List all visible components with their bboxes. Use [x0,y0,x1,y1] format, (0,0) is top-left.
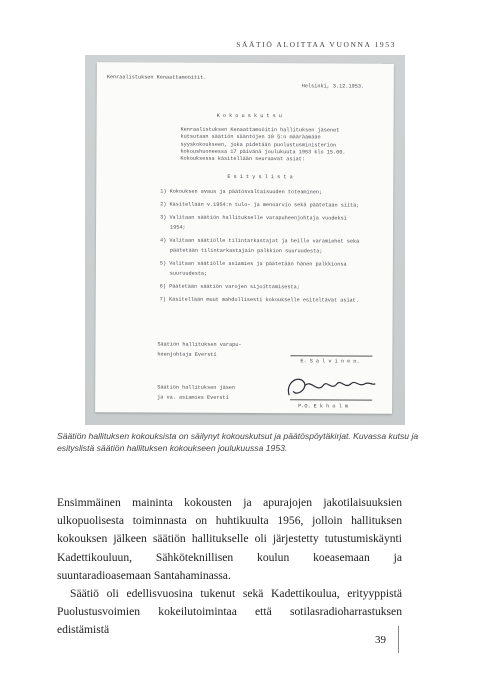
document-paper [95,62,394,414]
agenda-item: 6) Päätetään säätiön varojen sijoittamisesta; [159,283,300,291]
sig1-label-line1: Säätiön hallituksen varapu- [157,341,242,348]
sig1-line [290,355,372,356]
sig2-label-line2: ja va. asiamies Everstí [157,394,229,401]
agenda-item: 5) Valitaan säätiölle asiamies ja päätetään hänen palkkionsa suuruudesta; [159,260,347,277]
agenda-item: 4) Valitaan säätiölle tilintarkastajat ja heille varamiehet sekä päätetään tilintarkastajain palkkion suuruudesta; [159,237,360,255]
agenda-item: 2) Käsitellään v.1954:n tulo- ja menoarvio sekä päätetään siitä; [160,201,360,209]
agenda-item: 3) Valitaan säätiön hallitukselle varapuheenjohtaja vuodeksi 1954; [160,214,347,231]
doc-agenda-title: E s i t y s l i s t a [227,173,293,181]
agenda-item: 7) Käsitellään muut mahdollisesti kokoukselle esiteltävät asiat. [159,296,359,304]
agenda-item: 1) Kokouksen avaus ja päätösvaltaisuuden toteaminen; [160,188,323,196]
doc-heading: K o k o u s k u t s u [216,112,283,120]
page-number: 39 [375,634,386,646]
doc-intro: Kenraalistuksen Kenaattamoöitin hallituksen jäsenet kutsutaan säätiön sääntöjen 10 §:n määräämään syyskokoukseen, joka pidetään puolustusministeriön kokoushuoneessa 17 päivänä joulukuuta 1953 klo 15.00. Kokouksessa käsitellään seuraavat asiat: [180,126,346,163]
document-photo [85,55,405,425]
sig2-name: P.O. E k h o l m [298,403,348,410]
page-number-rule [398,626,399,653]
sig1-label-line2: heenjohtaja Everstí [157,351,217,358]
doc-agenda [160,187,366,309]
running-header: SÄÄTIÖ ALOITTAA VUONNA 1953 [236,40,396,49]
paragraph: Ensimmäinen maininta kokousten ja apurajojen jakotilaisuuksien ulkopuolisesta toiminnasta on huhtikuulta 1956, jolloin hallituksen kokouksen jälkeen säätiön hallitukselle oli järjestetty tutustumiskäynti Kadettikouluun, Sähköteknillisen koulun koeasemaan ja suuntaradioasemaan Santahaminassa. [57,496,402,582]
handwritten-signature [283,373,378,401]
sig2-label-line1: Säätiön hallituksen jäsen [157,384,236,391]
photo-caption: Säätiön hallituksen kokouksista on säilynyt kokouskutsut ja päätöspöytäkirjat. Kuvassa kutsu ja esityslistä säätiön hallituksen kokoukseen joulukuussa 1953. [57,431,419,453]
doc-date: Helsinki, 3.12.1953. [301,83,365,90]
doc-sender: Kenraalistuksen Kenaattamoöitit. [106,74,207,81]
paragraph: Säätiö oli edellisvuosina tukenut sekä Kadettikoulua, erityyppistä Puolustusvoimien kokeilutoimintaa että sotilasradioharrastuksen edistämistä [57,587,402,637]
sig1-name: E. S a l v i n e n. [300,358,360,365]
body-text [57,494,402,640]
